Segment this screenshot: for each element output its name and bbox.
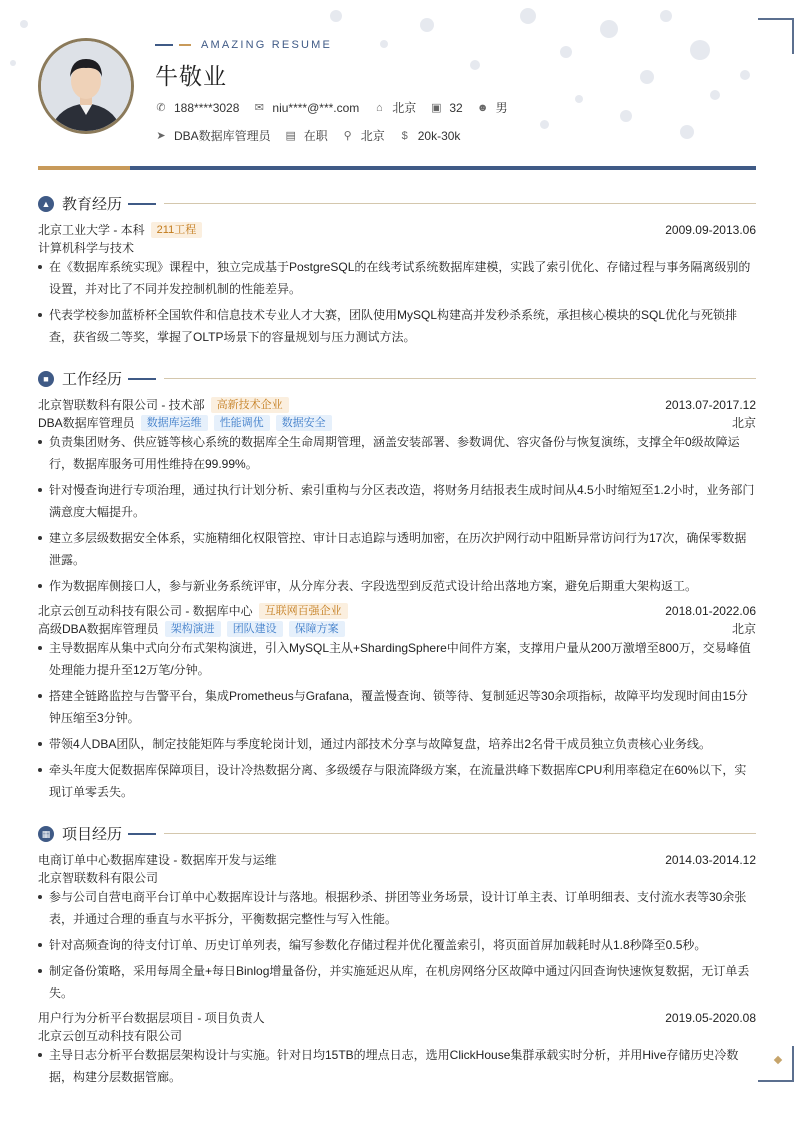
list-item: 主导数据库从集中式向分布式架构演进，引入MySQL主从+ShardingSphere中间件方案，支撑用户量从200万激增至800万，交易峰值处理能力提升至12万笔/分钟。 [38,637,756,681]
tagline-text: AMAZING RESUME [201,39,333,51]
project-company-row [38,869,756,886]
list-item: 针对高频查询的待支付订单、历史订单列表，编写参数化存储过程并优化覆盖索引，将页面首屏加载耗时从1.8秒降至0.5秒。 [38,934,756,956]
project-section-header [38,823,756,844]
company-tag: 高新技术企业 [211,397,289,413]
work-date: 2013.07-2017.12 [665,397,756,412]
project-date: 2014.03-2014.12 [665,852,756,867]
company-tag: 互联网百强企业 [259,603,348,619]
company-name: 北京智联数科有限公司 - 技术部 [38,398,205,412]
city-info [373,99,416,116]
salary-info [399,129,461,143]
phone-info [155,101,239,115]
section-line-thin [164,833,756,834]
section-line [128,203,156,205]
role-name: DBA数据库管理员 [38,416,135,430]
money-icon: $ [401,129,408,142]
email-info [253,101,359,115]
city-text: 北京 [392,101,417,115]
major-name: 计算机科学与技术 [38,241,135,255]
company-name: 北京云创互动科技有限公司 - 数据库中心 [38,604,253,618]
target-job-text: DBA数据库管理员 [174,129,271,143]
home-icon: ⌂ [375,101,383,114]
location-pin-icon: ⚲ [343,129,352,142]
list-item: 负责集团财务、供应链等核心系统的数据库全生命周期管理，涵盖安装部署、参数调优、容灾备份与恢复演练，支撑全年0级故障运行，数据库服务可用性维持在99.99%。 [38,431,756,475]
project-title-row [38,851,756,868]
role-name: 高级DBA数据库管理员 [38,622,159,636]
corner-ornament-top [758,18,794,54]
list-item: 针对慢查询进行专项治理，通过执行计划分析、索引重构与分区表改造，将财务月结报表生成时间从4.5小时缩短至1.2小时，业务部门满意度大幅提升。 [38,479,756,523]
target-city-info [342,127,385,144]
work-role-row [38,414,756,431]
list-item: 参与公司自营电商平台订单中心数据库设计与落地。根据秒杀、拼团等业务场景，设计订单主表、订单明细表、支付流水表等30余张表，并通过合理的垂直与水平拆分，平衡数据完整性与写入性能。 [38,886,756,930]
job-intent-row [155,127,474,144]
send-icon: ➤ [156,129,166,142]
section-title: 教育经历 [62,196,123,213]
age-info [430,101,462,115]
list-item: 搭建全链路监控与告警平台，集成Prometheus与Grafana，覆盖慢查询、锁等待、复制延迟等30余项指标，故障平均发现时间由15分钟压缩至3分钟。 [38,685,756,729]
list-item: 带领4人DBA团队，制定技能矩阵与季度轮岗计划，通过内部技术分享与故障复盘，培养出2名骨干成员独立负责核心业务线。 [38,733,756,755]
list-item: 在《数据库系统实现》课程中，独立完成基于PostgreSQL的在线考试系统数据库建模，实践了索引优化、存储过程与事务隔离级别的设置，并对比了不同并发控制机制的性能差异。 [38,256,756,300]
header-divider [38,166,756,170]
section-title: 项目经历 [62,826,123,843]
skill-tag: 团队建设 [227,621,283,637]
list-item: 牵头年度大促数据库保障项目，设计冷热数据分离、多级缓存与限流降级方案，在流量洪峰下数据库CPU利用率稳定在60%以下，实现订单零丢失。 [38,759,756,803]
tagline-line-accent [179,44,191,46]
phone-icon: ✆ [156,101,166,114]
work-city: 北京 [731,416,756,430]
skill-tag: 架构演进 [165,621,221,637]
education-section-header [38,193,756,214]
project-company: 北京智联数科有限公司 [38,871,159,885]
corner-ornament-bottom [758,1046,794,1082]
age-text: 32 [449,100,463,115]
briefcase-section-icon: ■ [38,371,54,387]
work-city: 北京 [731,622,756,636]
basic-info-row [155,99,522,116]
work-date: 2018.01-2022.06 [665,603,756,618]
skill-tag: 保障方案 [289,621,345,637]
tagline-line [155,44,173,46]
list-item: 代表学校参加蓝桥杯全国软件和信息技术专业人才大赛，团队使用MySQL构建高并发秒杀系统，承担核心模块的SQL优化与死锁排查，获省级二等奖，掌握了OLTP场景下的容量规划与压力测试方法。 [38,304,756,348]
face-icon: ☻ [476,101,489,114]
cake-icon: ▣ [431,101,442,114]
section-line-thin [164,203,756,204]
skill-tag: 数据库运维 [141,415,208,431]
email-icon: ✉ [254,101,265,114]
salary-text: 20k-30k [417,128,461,143]
phone-text: 188****3028 [174,100,240,115]
status-text: 在职 [303,129,328,143]
section-line-thin [164,378,756,379]
candidate-name: 牛敬业 [155,63,227,89]
skill-tag: 性能调优 [214,415,270,431]
project-company-row [38,1027,756,1044]
section-line [128,833,156,835]
education-major-row [38,239,756,256]
work-company-row [38,602,756,619]
project-title: 电商订单中心数据库建设 - 数据库开发与运维 [38,853,277,867]
project-company: 北京云创互动科技有限公司 [38,1029,183,1043]
list-item: 制定备份策略，采用每周全量+每日Binlog增量备份，并实施延迟从库，在机房网络分区故障中通过闪回查询快速恢复数据，无订单丢失。 [38,960,756,1004]
status-info [285,127,328,144]
header-divider-accent [38,166,130,170]
gender-text: 男 [495,101,508,115]
education-school-row [38,221,756,238]
work-company-row [38,396,756,413]
list-item: 建立多层级数据安全体系，实施精细化权限管控、审计日志追踪与透明加密，在历次护网行动中阻断异常访问行为17次，确保零数据泄露。 [38,527,756,571]
list-item: 主导日志分析平台数据层架构设计与实施。针对日均15TB的埋点日志，选用ClickHouse集群承载实时分析，并用Hive存储历史冷数据，构建分层数据管廊。 [38,1044,756,1088]
email-text: niu****@***.com [272,100,360,115]
project-title-row [38,1009,756,1026]
section-line [128,378,156,380]
gender-info [477,99,508,116]
target-job-info [155,127,271,144]
resume-tagline [155,39,332,51]
school-name: 北京工业大学 - 本科 [38,223,145,237]
list-item: 作为数据库侧接口人，参与新业务系统评审，从分库分表、字段选型到反范式设计给出落地方案，避免后期重大架构返工。 [38,575,756,597]
project-title: 用户行为分析平台数据层项目 - 项目负责人 [38,1011,265,1025]
avatar [38,38,134,134]
section-title: 工作经历 [62,371,123,388]
work-section-header [38,368,756,389]
briefcase-icon: ▤ [285,129,296,142]
project-date: 2019.05-2020.08 [665,1010,756,1025]
work-role-row [38,620,756,637]
school-tag: 211工程 [151,222,203,238]
skill-tag: 数据安全 [276,415,332,431]
target-city-text: 北京 [360,129,385,143]
graduation-cap-icon: ▲ [38,196,54,212]
education-date: 2009.09-2013.06 [665,222,756,237]
grid-icon: ▦ [38,826,54,842]
